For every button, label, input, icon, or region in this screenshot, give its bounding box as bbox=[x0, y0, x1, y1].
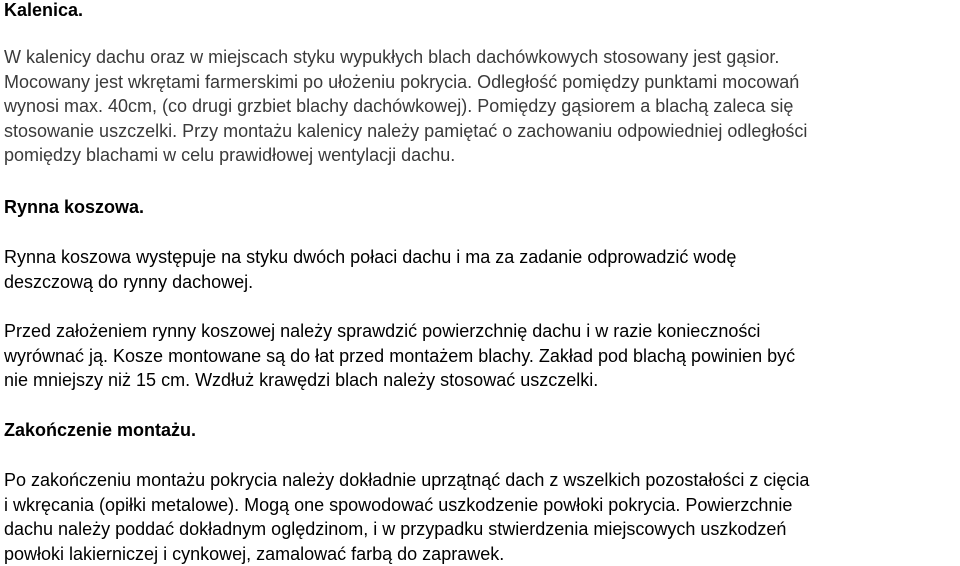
heading-rynna-koszowa: Rynna koszowa. bbox=[4, 197, 145, 217]
heading-zakonczenie-montazu: Zakończenie montażu. bbox=[4, 420, 197, 440]
text-line: dachu należy poddać dokładnym oględzinom, i w przypadku stwierdzenia miejscowych uszkodzeń bbox=[4, 519, 787, 540]
text-line: deszczową do rynny dachowej. bbox=[4, 271, 254, 292]
text-line: nie mniejszy niż 15 cm. Wzdłuż krawędzi blach należy stosować uszczelki. bbox=[4, 370, 599, 391]
text-line: powłoki lakierniczej i cynkowej, zamalować farbą do zaprawek. bbox=[4, 543, 505, 564]
heading-kalenica: Kalenica. bbox=[4, 0, 84, 20]
text-line: pomiędzy blachami w celu prawidłowej wentylacji dachu. bbox=[4, 145, 456, 166]
paragraph-rynna-montaz bbox=[4, 319, 795, 393]
text-line: Po zakończeniu montażu pokrycia należy dokładnie uprzątnąć dach z wszelkich pozostałości z cięcia bbox=[4, 470, 810, 490]
text-line: wynosi max. 40cm, (co drugi grzbiet blachy dachówkowej). Pomiędzy gąsiorem a blachą zaleca się bbox=[4, 96, 794, 117]
paragraph-zakonczenie bbox=[4, 468, 809, 566]
text-line: i wkręcania (opiłki metalowe). Mogą one spowodować uszkodzenie powłoki pokrycia. Powierzchnie bbox=[4, 494, 793, 515]
text-line: Rynna koszowa występuje na styku dwóch połaci dachu i ma za zadanie odprowadzić wodę bbox=[4, 247, 737, 267]
paragraph-rynna-intro bbox=[4, 245, 736, 294]
text-line: W kalenicy dachu oraz w miejscach styku wypukłych blach dachówkowych stosowany jest gąsior. bbox=[4, 47, 780, 67]
paragraph-kalenica bbox=[4, 45, 807, 168]
text-line: Przed założeniem rynny koszowej należy sprawdzić powierzchnię dachu i w razie konieczności bbox=[4, 321, 761, 341]
text-line: Mocowany jest wkrętami farmerskimi po ułożeniu pokrycia. Odległość pomiędzy punktami mocowań bbox=[4, 71, 800, 92]
text-line: wyrównać ją. Kosze montowane są do łat przed montażem blachy. Zakład pod blachą powinien być bbox=[4, 345, 796, 366]
text-line: stosowanie uszczelki. Przy montażu kalenicy należy pamiętać o zachowaniu odpowiedniej odległości bbox=[4, 120, 808, 141]
